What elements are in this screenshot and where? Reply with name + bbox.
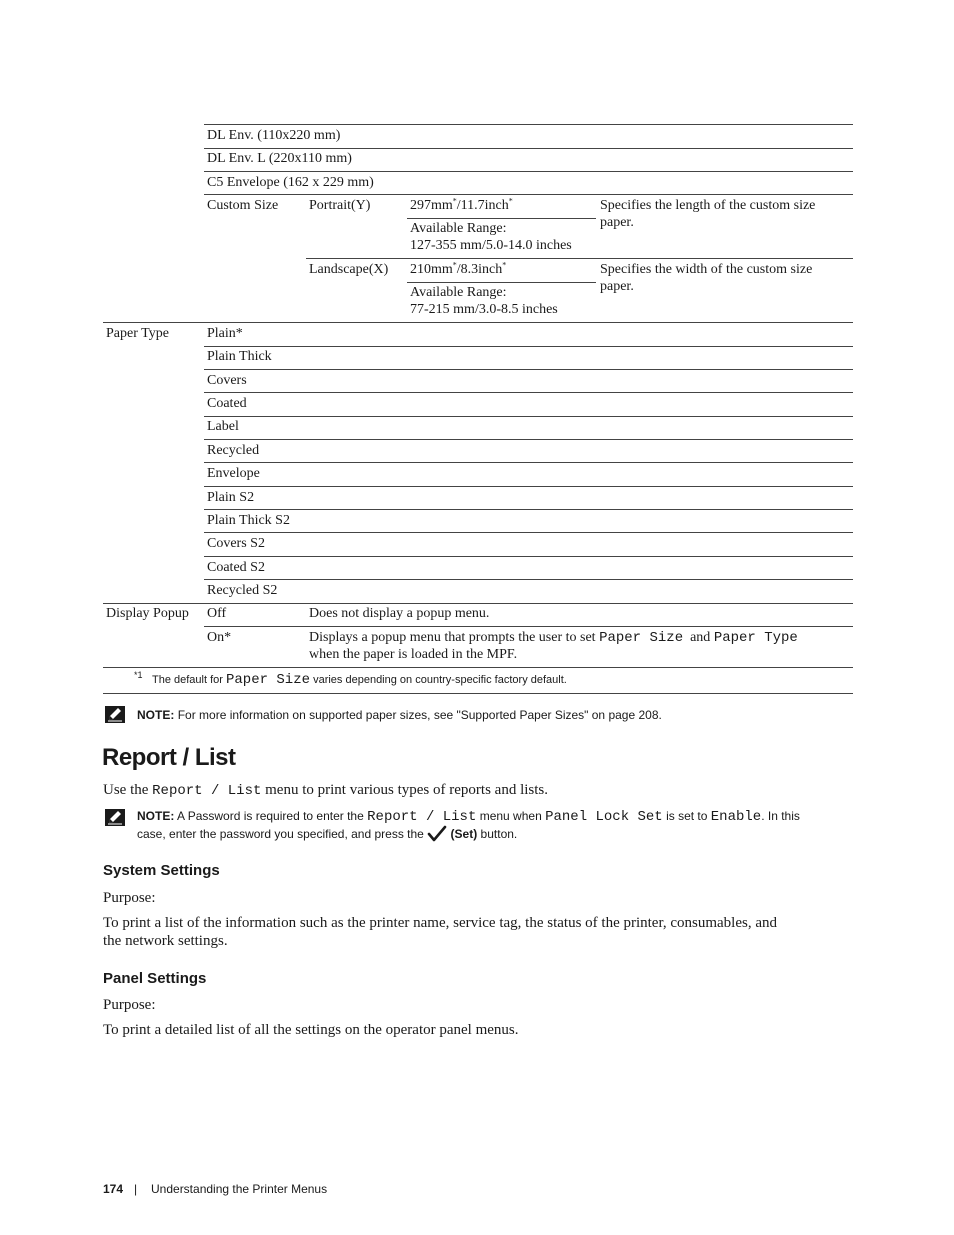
table-cell-landscape-desc: paper. <box>600 279 634 294</box>
table-cell-env: DL Env. L (220x110 mm) <box>207 151 352 166</box>
table-cell-portrait-desc: paper. <box>600 215 634 230</box>
checkmark-set-icon <box>427 825 447 842</box>
system-settings-desc: To print a list of the information such as the printer name, service tag, the status of the printer, consumables, and <box>103 915 777 931</box>
table-rule <box>103 322 853 323</box>
table-cell-paper-type-item: Plain Thick S2 <box>207 513 290 528</box>
table-cell-paper-type: Paper Type <box>106 326 169 341</box>
table-rule <box>204 369 853 370</box>
table-cell-paper-type-item: Recycled S2 <box>207 583 278 598</box>
table-rule <box>204 171 853 172</box>
table-cell-paper-type-item: Covers <box>207 373 247 388</box>
section-title: Report / List <box>102 744 236 771</box>
table-rule <box>204 194 853 195</box>
note-supported-sizes: NOTE: For more information on supported paper sizes, see "Supported Paper Sizes" on page 208. <box>137 708 662 722</box>
system-settings-title: System Settings <box>103 862 220 879</box>
table-cell-portrait-range: 127-355 mm/5.0-14.0 inches <box>410 238 572 253</box>
table-cell-popup-on: On* <box>207 630 232 645</box>
footnote-mark: *1 <box>134 670 143 680</box>
section-intro: Use the Report / List menu to print various types of reports and lists. <box>103 782 549 799</box>
note-password: NOTE: A Password is required to enter the Report / List menu when Panel Lock Set is set to Enable. In this <box>137 809 800 825</box>
table-cell-popup-off-desc: Does not display a popup menu. <box>309 606 490 621</box>
table-rule <box>407 282 596 283</box>
table-cell-portrait-desc: Specifies the length of the custom size <box>600 198 816 213</box>
table-cell-popup-off: Off <box>207 606 227 621</box>
table-cell-paper-type-item: Label <box>207 419 239 434</box>
table-cell-paper-type-item: Recycled <box>207 443 260 458</box>
panel-settings-title: Panel Settings <box>103 970 207 987</box>
note-password-line2: case, enter the password you specified, and press the (Set) button. <box>137 827 518 841</box>
table-cell-display-popup: Display Popup <box>106 606 189 621</box>
table-cell-paper-type-item: Plain S2 <box>207 490 255 505</box>
footer-separator: | <box>134 1182 138 1196</box>
set-button-label: (Set) <box>450 827 478 841</box>
table-rule <box>204 486 853 487</box>
table-cell-popup-on-desc: when the paper is loaded in the MPF. <box>309 647 518 662</box>
table-cell-popup-on-desc: Displays a popup menu that prompts the user to set Paper Size and Paper Type <box>309 630 798 646</box>
table-rule <box>204 626 853 627</box>
table-cell-portrait: Portrait(Y) <box>309 198 371 213</box>
system-settings-desc: the network settings. <box>103 933 228 949</box>
table-rule <box>103 603 853 604</box>
page-number: 174 <box>103 1182 124 1196</box>
table-rule <box>204 148 853 149</box>
footer-chapter: Understanding the Printer Menus <box>151 1182 328 1196</box>
table-cell-landscape-range-label: Available Range: <box>410 285 507 300</box>
table-cell-paper-type-item: Envelope <box>207 466 260 481</box>
panel-settings-desc: To print a detailed list of all the settings on the operator panel menus. <box>103 1022 519 1038</box>
table-rule <box>204 462 853 463</box>
note-label: NOTE: <box>137 708 175 722</box>
table-rule <box>204 416 853 417</box>
table-cell-landscape-value: 210mm*/8.3inch* <box>410 260 507 277</box>
table-cell-env: C5 Envelope (162 x 229 mm) <box>207 175 374 190</box>
table-rule <box>103 667 853 668</box>
table-cell-custom-size: Custom Size <box>207 198 279 213</box>
note-pencil-icon <box>105 706 125 723</box>
table-rule <box>103 693 853 694</box>
table-cell-paper-type-item: Plain* <box>207 326 243 341</box>
note-pencil-icon <box>105 809 125 826</box>
table-rule <box>204 439 853 440</box>
table-rule <box>204 532 853 533</box>
table-rule <box>204 509 853 510</box>
note-label: NOTE: <box>137 809 175 823</box>
table-cell-paper-type-item: Covers S2 <box>207 536 265 551</box>
table-cell-paper-type-item: Coated S2 <box>207 560 265 575</box>
table-cell-portrait-value: 297mm*/11.7inch* <box>410 196 513 213</box>
system-settings-purpose: Purpose: <box>103 890 156 906</box>
panel-settings-purpose: Purpose: <box>103 997 156 1013</box>
table-cell-portrait-range-label: Available Range: <box>410 221 507 236</box>
table-rule <box>204 124 853 125</box>
table-cell-landscape-range: 77-215 mm/3.0-8.5 inches <box>410 302 558 317</box>
table-cell-paper-type-item: Plain Thick <box>207 349 272 364</box>
table-rule <box>407 218 596 219</box>
table-cell-env: DL Env. (110x220 mm) <box>207 128 341 143</box>
footnote-text: The default for Paper Size varies depending on country-specific factory default. <box>152 672 567 688</box>
table-cell-paper-type-item: Coated <box>207 396 247 411</box>
table-cell-landscape: Landscape(X) <box>309 262 389 277</box>
table-rule <box>204 579 853 580</box>
table-rule <box>204 556 853 557</box>
table-cell-landscape-desc: Specifies the width of the custom size <box>600 262 813 277</box>
table-rule <box>204 392 853 393</box>
table-rule <box>204 346 853 347</box>
table-rule <box>306 258 853 259</box>
